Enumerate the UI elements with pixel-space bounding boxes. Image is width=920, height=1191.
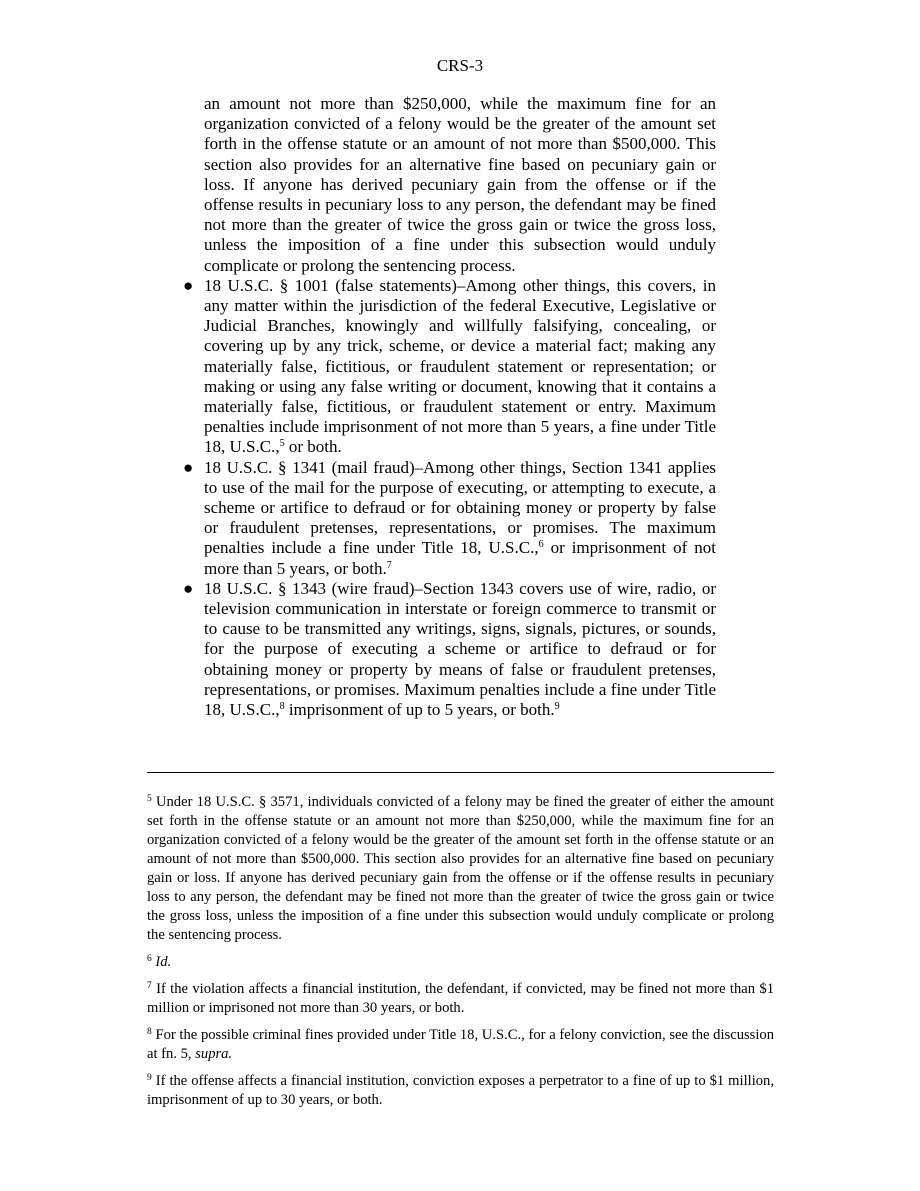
list-item-text: or both.: [284, 437, 342, 457]
statute-list: [183, 275, 717, 720]
footnote: [147, 1026, 774, 1064]
footnote-number: 8: [147, 1027, 152, 1037]
body-text: [183, 94, 717, 720]
list-item: [183, 275, 716, 458]
footnote-ref[interactable]: 5: [279, 438, 285, 450]
continuation-paragraph: an amount not more than $250,000, while the maximum fine for an organization convicted of a felony would be the greater of the amount set forth in the offense statute or an amount of not more than $500,000. This section also provides for an alternative fine based on pecuniary gain or loss. If anyone has derived pecuniary gain from the offense or if the offense results in pecuniary loss to any person, the defendant may be fined not more than the greater of twice the gross gain or twice the gross loss, unless the imposition of a fine under this subsection would unduly complicate or prolong the sentencing process.: [204, 94, 716, 275]
footnote-text: Id.: [155, 954, 172, 970]
page-label: CRS-3: [436, 56, 484, 75]
footnote-number: 5: [147, 794, 152, 804]
list-item-text: 18 U.S.C. § 1343 (wire fraud)–Section 1343 covers use of wire, radio, or television communication in interstate or foreign commerce to transmit or to cause to be transmitted any writings, signs, signals, pictures, or sounds, for the purpose of executing a scheme or artifice to defraud or for obtaining money or property by means of false or fraudulent pretenses, representations, or promises. Maximum penalties include a fine under Title 18, U.S.C.,: [204, 578, 716, 720]
footnote: [147, 1072, 774, 1110]
footnote: [147, 793, 774, 945]
list-item-text: or imprisonment of not more than 5 years, or both.: [204, 538, 717, 578]
list-item: [183, 457, 717, 579]
bullet-icon: ●: [183, 275, 194, 295]
list-item-text: 18 U.S.C. § 1001 (false statements)–Among other things, this covers, in any matter within the jurisdiction of the federal Executive, Legislative or Judicial Branches, knowingly and willfully falsifying, concealing, or covering up by any trick, scheme, or device a material fact; making any materially false, fictitious, or fraudulent statement or representation; or making or using any false writing or document, knowing that it contains a materially false, fictitious, or fraudulent statement or entry. Maximum penalties include imprisonment of not more than 5 years, a fine under Title 18, U.S.C.,: [204, 275, 716, 457]
list-item-text: imprisonment of up to 5 years, or both.: [284, 700, 555, 720]
footnote-text: Under 18 U.S.C. § 3571, individuals convicted of a felony may be fined the greater of either the amount set forth in the offense statute or an amount not more than $250,000, while the maximum fine for an organization convicted of a felony would be the greater of the amount set forth in the offense statute or an amount of not more than $500,000. This section also provides for an alternative fine based on pecuniary gain or loss. If anyone has derived pecuniary gain from the offense or if the offense results in pecuniary loss to any person, the defendant may be fined not more than the greater of twice the gross gain or twice the gross loss, unless the imposition of a fine under this subsection would unduly complicate or prolong the sentencing process.: [147, 794, 774, 943]
footnote-text: For the possible criminal fines provided under Title 18, U.S.C., for a felony conviction, see the discussion at fn. 5,: [147, 1027, 774, 1062]
bullet-icon: ●: [183, 578, 194, 598]
footnote: [147, 980, 774, 1018]
footnote-number: 7: [147, 981, 152, 991]
list-item: [183, 578, 716, 720]
footnote-number: 9: [147, 1073, 152, 1083]
list-item-text: 18 U.S.C. § 1341 (mail fraud)–Among other things, Section 1341 applies to use of the mail for the purpose of executing, or attempting to execute, a scheme or artifice to defraud or for obtaining money or property by false or fraudulent pretenses, representations, or promises. The maximum penalties include a fine under Title 18, U.S.C.,: [204, 457, 716, 558]
footnote-ref[interactable]: 6: [538, 539, 544, 551]
bullet-icon: ●: [183, 457, 194, 477]
footnote-number: 6: [147, 954, 152, 964]
footnote-ref[interactable]: 7: [386, 559, 392, 571]
page-header: [0, 56, 920, 76]
footnotes-section: [147, 793, 774, 1118]
footnote-text: If the violation affects a financial institution, the defendant, if convicted, may be fined not more than $1 million or imprisoned not more than 30 years, or both.: [147, 981, 774, 1016]
footnote-text-italic: supra.: [195, 1046, 233, 1062]
footnote-ref[interactable]: 8: [279, 701, 285, 713]
footnote-divider: [147, 772, 774, 773]
footnote: [147, 953, 774, 972]
footnote-ref[interactable]: 9: [554, 701, 560, 713]
footnote-text: If the offense affects a financial institution, conviction exposes a perpetrator to a fine of up to $1 million, imprisonment of up to 30 years, or both.: [147, 1073, 774, 1108]
